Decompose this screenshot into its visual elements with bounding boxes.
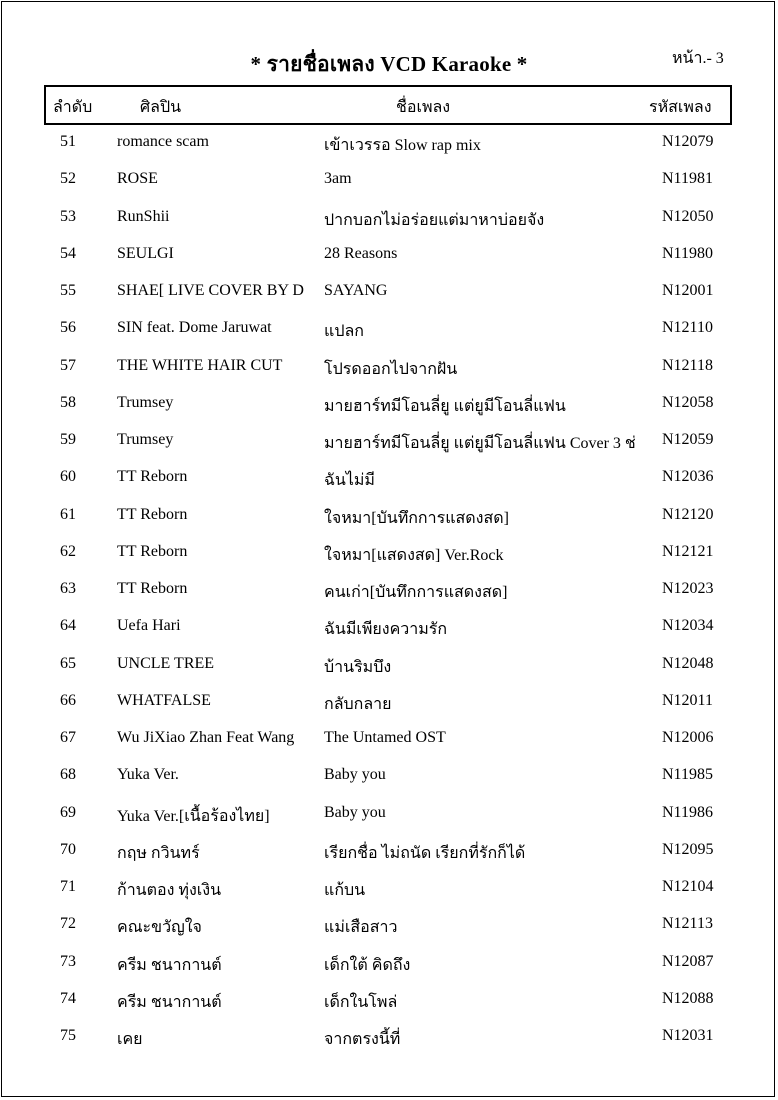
- row-code: N11986: [662, 803, 713, 821]
- row-song: มายฮาร์ทมีโอนลี่ยู แต่ยูมีโอนลี่แฟน: [324, 397, 566, 415]
- row-artist: UNCLE TREE: [117, 654, 215, 672]
- row-artist: THE WHITE HAIR CUT: [117, 356, 283, 374]
- row-song: เข้าเวรรอ Slow rap mix: [324, 137, 481, 154]
- row-artist: TT Reborn: [117, 580, 188, 597]
- row-artist: SIN feat. Dome Jaruwat: [117, 319, 272, 337]
- row-number: 54: [60, 244, 76, 262]
- row-number: 72: [60, 915, 76, 933]
- row-song: ฉันไม่มี: [324, 472, 375, 490]
- row-song: คนเก่า[บันทึกการแสดงสด]: [324, 584, 508, 601]
- row-artist: TT Reborn: [117, 505, 188, 523]
- row-number: 69: [60, 803, 76, 821]
- table-row: [0, 431, 778, 468]
- row-song: เด็กในโพล่: [324, 993, 398, 1011]
- table-row: [0, 580, 778, 617]
- row-artist: คณะขวัญใจ: [117, 919, 202, 937]
- row-code: N12088: [662, 989, 714, 1007]
- row-song: เด็กใต้ คิดถึง: [324, 956, 411, 974]
- row-song: แม่เสือสาว: [324, 919, 398, 937]
- row-code: N11980: [662, 244, 713, 262]
- row-code: N12087: [662, 952, 714, 970]
- table-row: [0, 953, 778, 990]
- row-song: แก้บน: [324, 882, 366, 899]
- row-code: N12104: [662, 878, 714, 895]
- row-code: N12120: [662, 505, 714, 523]
- table-row: [0, 841, 778, 878]
- row-song: มายฮาร์ทมีโอนลี่ยู แต่ยูมีโอนลี่แฟน Cover 3 ช่: [324, 435, 636, 452]
- row-code: N11981: [662, 170, 713, 188]
- row-artist: WHATFALSE: [117, 691, 211, 709]
- row-code: N12110: [662, 319, 713, 337]
- row-number: 56: [60, 319, 76, 337]
- table-row: [0, 133, 778, 170]
- table-header: [44, 85, 732, 125]
- row-code: N12121: [662, 542, 714, 560]
- table-row: [0, 990, 778, 1027]
- table-row: [0, 692, 778, 729]
- table-row: [0, 729, 778, 766]
- row-artist: SEULGI: [117, 244, 174, 262]
- table-row: [0, 617, 778, 654]
- table-row: [0, 804, 778, 841]
- row-song: 28 Reasons: [324, 244, 398, 262]
- row-song: จากตรงนี้ที่: [324, 1031, 401, 1048]
- row-song: แปลก: [324, 323, 364, 341]
- row-song: Baby you: [324, 803, 386, 821]
- row-code: N12059: [662, 431, 714, 448]
- row-code: N12031: [662, 1027, 714, 1044]
- row-song: โปรดออกไปจากฝัน: [324, 360, 458, 378]
- row-number: 63: [60, 580, 76, 597]
- row-artist: Uefa Hari: [117, 617, 181, 635]
- header-song: ชื่อเพลง: [396, 99, 451, 116]
- row-code: N11985: [662, 766, 713, 784]
- row-song: Baby you: [324, 766, 386, 784]
- table-row: [0, 915, 778, 952]
- row-code: N12079: [662, 133, 714, 150]
- row-number: 55: [60, 282, 76, 299]
- row-number: 58: [60, 393, 76, 411]
- row-number: 51: [60, 133, 76, 150]
- row-song: ฉันมีเพียงความรัก: [324, 621, 448, 639]
- row-song: The Untamed OST: [324, 729, 446, 746]
- row-number: 59: [60, 431, 76, 448]
- row-artist: ROSE: [117, 170, 158, 188]
- row-code: N12113: [662, 915, 713, 933]
- row-code: N12023: [662, 580, 714, 597]
- row-code: N12011: [662, 691, 713, 709]
- row-song: SAYANG: [324, 282, 388, 299]
- table-row: [0, 319, 778, 356]
- row-artist: TT Reborn: [117, 542, 188, 560]
- row-song: กลับกลาย: [324, 695, 392, 713]
- row-artist: Trumsey: [117, 431, 174, 448]
- row-number: 68: [60, 766, 76, 784]
- header-artist: ศิลปิน: [140, 99, 182, 116]
- row-code: N12006: [662, 729, 714, 746]
- row-song: บ้านริมบึง: [324, 658, 392, 676]
- row-artist: TT Reborn: [117, 468, 188, 486]
- row-artist: ก้านตอง ทุ่งเงิน: [117, 882, 221, 899]
- row-number: 67: [60, 729, 76, 746]
- header-no: ลำดับ: [53, 99, 93, 116]
- row-song: เรียกชื่อ ไม่ถนัด เรียกที่รักก็ได้: [324, 844, 526, 862]
- row-song: ใจหมา[แสดงสด] Ver.Rock: [324, 546, 504, 564]
- row-number: 64: [60, 617, 76, 635]
- song-list: [0, 133, 778, 1064]
- row-number: 66: [60, 691, 76, 709]
- table-row: [0, 170, 778, 207]
- row-artist: Wu JiXiao Zhan Feat Wang: [117, 729, 295, 746]
- row-number: 73: [60, 952, 76, 970]
- row-code: N12058: [662, 393, 714, 411]
- row-artist: Yuka Ver.[เนื้อร้องไทย]: [117, 807, 270, 825]
- row-artist: ครีม ชนากานต์: [117, 956, 222, 974]
- row-number: 57: [60, 356, 76, 374]
- row-code: N12001: [662, 282, 714, 299]
- header-code: รหัสเพลง: [649, 99, 712, 116]
- row-number: 71: [60, 878, 76, 895]
- table-row: [0, 506, 778, 543]
- row-artist: กฤษ กวินทร์: [117, 844, 200, 862]
- row-artist: ครีม ชนากานต์: [117, 993, 222, 1011]
- row-artist: romance scam: [117, 133, 209, 150]
- table-row: [0, 394, 778, 431]
- row-number: 65: [60, 654, 76, 672]
- row-number: 52: [60, 170, 76, 188]
- row-number: 62: [60, 542, 76, 560]
- row-number: 61: [60, 505, 76, 523]
- table-row: [0, 245, 778, 282]
- table-row: [0, 357, 778, 394]
- row-song: ปากบอกไม่อร่อยแต่มาหาบ่อยจัง: [324, 211, 545, 229]
- row-song: ใจหมา[บันทึกการแสดงสด]: [324, 509, 509, 527]
- row-artist: เคย: [117, 1031, 143, 1048]
- row-code: N12036: [662, 468, 714, 486]
- row-code: N12048: [662, 654, 714, 672]
- row-artist: Trumsey: [117, 393, 174, 411]
- page-title: * รายชื่อเพลง VCD Karaoke *: [250, 52, 528, 76]
- row-code: N12118: [662, 356, 713, 374]
- row-song: 3am: [324, 170, 352, 188]
- page-number: หน้า.- 3: [672, 50, 724, 67]
- table-row: [0, 543, 778, 580]
- row-number: 70: [60, 840, 76, 858]
- row-code: N12050: [662, 207, 714, 225]
- table-row: [0, 208, 778, 245]
- table-row: [0, 1027, 778, 1064]
- row-number: 74: [60, 989, 76, 1007]
- row-artist: SHAE[ LIVE COVER BY D: [117, 282, 304, 299]
- row-code: N12095: [662, 840, 714, 858]
- table-row: [0, 878, 778, 915]
- row-artist: Yuka Ver.: [117, 766, 179, 784]
- row-code: N12034: [662, 617, 714, 635]
- row-number: 75: [60, 1027, 76, 1044]
- row-number: 60: [60, 468, 76, 486]
- row-artist: RunShii: [117, 207, 170, 225]
- table-row: [0, 468, 778, 505]
- table-row: [0, 282, 778, 319]
- row-number: 53: [60, 207, 76, 225]
- table-row: [0, 655, 778, 692]
- table-row: [0, 766, 778, 803]
